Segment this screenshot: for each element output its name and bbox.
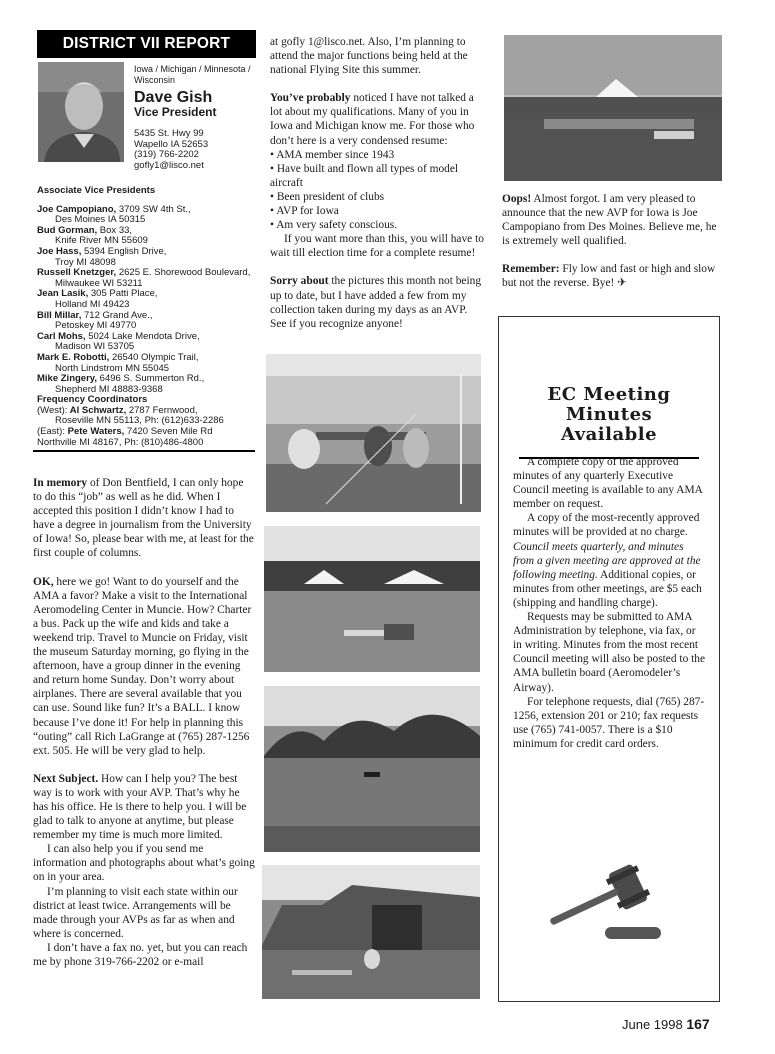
list-item: • Been president of clubs	[270, 190, 385, 203]
photo-field-event	[504, 35, 722, 181]
avp-entry: Joe Campopiano, 3709 SW 4th St.,	[37, 203, 191, 215]
freq-east-line2: Northville MI 48167, Ph: (810)486-4800	[37, 436, 204, 448]
list-item: • AVP for Iowa	[270, 205, 339, 218]
page-number: 167	[686, 1016, 710, 1032]
avp-entry: Mark E. Robotti, 26540 Olympic Trail,	[37, 351, 199, 363]
avp-entry: Carl Mohs, 5024 Lake Mendota Drive,	[37, 330, 200, 342]
vp-phone: (319) 766-2202	[134, 149, 199, 160]
vp-city: Wapello IA 52653	[134, 138, 209, 150]
vp-address	[134, 129, 208, 171]
photo-lake	[264, 686, 480, 852]
ec-minutes-sidebar	[498, 316, 720, 1002]
freq-heading: Frequency Coordinators	[37, 394, 148, 406]
page-footer	[622, 1016, 710, 1032]
resume-list	[270, 148, 485, 233]
vp-name: Dave Gish	[134, 89, 213, 106]
paragraph: Sorry about the pictures this month not being up to date, but I have added a few from my collection taken during my days as an AVP. See if you recognize anyone!	[270, 275, 482, 330]
paragraph: Oops! Almost forgot. I am very pleased to announce that the new AVP for Iowa is Joe Campopiano from Des Moines. Believe me, he is extremely well qualified.	[502, 193, 717, 248]
avp-entry-line2: Troy MI 48098	[55, 256, 116, 268]
list-item: • Am very safety conscious.	[270, 219, 398, 232]
sidebar-body	[513, 455, 707, 751]
list-item: • AMA member since 1943	[270, 148, 395, 161]
article-column-1	[33, 476, 255, 969]
freq-west-line2: Roseville MN 55113, Ph: (612)633-2286	[55, 415, 224, 427]
photo-tent-gathering	[266, 354, 481, 512]
avp-entry: Jean Lasik, 305 Patti Place,	[37, 288, 158, 300]
section-header: DISTRICT VII REPORT	[37, 30, 256, 58]
portrait-photo	[38, 62, 124, 162]
paragraph: at gofly 1@lisco.net. Also, I’m planning to attend the major functions being held at the national Flying Site this summer.	[270, 36, 468, 77]
divider	[33, 450, 255, 452]
avp-list	[37, 186, 259, 448]
paragraph: I can also help you if you send me information and photographs about what’s going on in your area.	[33, 843, 255, 884]
paragraph: A complete copy of the approved minutes of any quarterly Executive Council meeting is available to any AMA member on request.	[513, 456, 703, 511]
paragraph: A copy of the most-recently approved minutes will be provided at no charge. Council meets quarterly, and minutes from a given meeting are approved at the following meeting. Additional copies, or minutes from other meetings, are $5 each (shipping and handling charge).	[513, 512, 702, 609]
paragraph: You’ve probably noticed I have not talked a lot about my qualifications. Many of you in Iowa and Michigan know me. For those who don’t here is a very condensed resume:	[270, 92, 475, 147]
paragraph: I’m planning to visit each state within our district at least twice. Arrangements will be made through your AVPs as far as when and where is concerned.	[33, 885, 238, 940]
avp-entry: Bill Millar, 712 Grand Ave.,	[37, 309, 153, 321]
paragraph: Remember: Fly low and fast or high and slow but not the reverse. Bye! ✈	[502, 263, 716, 290]
photo-flying-field	[264, 526, 480, 672]
paragraph: For telephone requests, dial (765) 287-1256, extension 201 or 210; fax requests use (765) 741-0057. There is a $10 minimum for credit card orders.	[513, 695, 705, 750]
vp-email[interactable]: gofly1@lisco.net	[134, 159, 204, 171]
issue-date: June 1998	[622, 1017, 683, 1032]
article-column-2	[270, 35, 485, 331]
avp-entry-line2: Knife River MN 55609	[55, 235, 148, 247]
paragraph: I don’t have a fax no. yet, but you can reach me by phone 319-766-2202 or e-mail	[33, 941, 248, 968]
paragraph: Requests may be submitted to AMA Administration by telephone, via fax, or in writing. Minutes from the most recent Council meeting will also be posted to the AMA bulletin board (Aeromodeler’s Airway).	[513, 611, 706, 694]
avp-entry-line2: Milwaukee WI 53211	[55, 277, 143, 289]
article-column-3	[502, 192, 724, 291]
avp-entry-line2: Madison WI 53705	[55, 341, 135, 353]
avp-entry-line2: Shepherd MI 48883-9368	[55, 383, 163, 395]
avp-entry: Russell Knetzger, 2625 E. Shorewood Boulevard,	[37, 267, 251, 279]
vp-title: Vice President	[134, 105, 217, 119]
freq-east: (East): Pete Waters, 7420 Seven Mile Rd	[37, 426, 213, 438]
avp-entry-line2: Holland MI 49423	[55, 298, 130, 310]
avp-heading: Associate Vice Presidents	[37, 185, 156, 196]
avp-entry-line2: Des Moines IA 50315	[55, 214, 146, 226]
avp-entry-line2: North Lindstrom MN 55045	[55, 362, 170, 374]
vp-street: 5435 St. Hwy 99	[134, 128, 204, 139]
paragraph: OK, here we go! Want to do yourself and the AMA a favor? Make a visit to the International Aeromodeling Center in Muncie. How? Charter a bus. Pack up the wife and kids and take a weekend trip. Travel to Muncie on Friday, visit the museum Saturday morning, go flying in the afternoon, have a group dinner in the evening and return home Sunday. Don’t worry about airplanes. There are several available that you can use. Sound like fun? It’s a BALL. I know because I’ve done it! For help in planning this “outing” call Rich LaGrange at (765) 287-1256 ext. 505. He will be very glad to help.	[33, 575, 252, 757]
paragraph: In memory of Don Bentfield, I can only hope to do this “job” as well as he did. When I accepted this position I didn’t know I had to have a degree in journalism from the University of Iowa! So, please bear with me, at least for the first couple of columns.	[33, 477, 254, 560]
sidebar-title: EC Meeting Minutes Available	[547, 384, 671, 445]
list-item: • Have built and flown all types of model aircraft	[270, 162, 459, 189]
avp-entry: Bud Gorman, Box 33,	[37, 224, 133, 236]
photo-hangar	[262, 865, 480, 999]
gavel-icon	[533, 857, 683, 942]
paragraph: If you want more than this, you will have to wait till election time for a complete resume!	[270, 233, 484, 260]
avp-entry: Joe Hass, 5394 English Drive,	[37, 245, 167, 257]
district-states: Iowa / Michigan / Minnesota / Wisconsin	[134, 64, 251, 85]
paragraph: Next Subject. How can I help you? The best way is to work with your AVP. That’s why he has his office. He is there to help you. I will be glad to talk to anyone at anytime, but please remember my time is much more limited.	[33, 772, 247, 842]
freq-west: (West): Al Schwartz, 2787 Fernwood,	[37, 404, 198, 416]
avp-entry-line2: Petoskey MI 49770	[55, 320, 137, 332]
avp-entry: Mike Zingery, 6496 S. Summerton Rd.,	[37, 373, 205, 385]
